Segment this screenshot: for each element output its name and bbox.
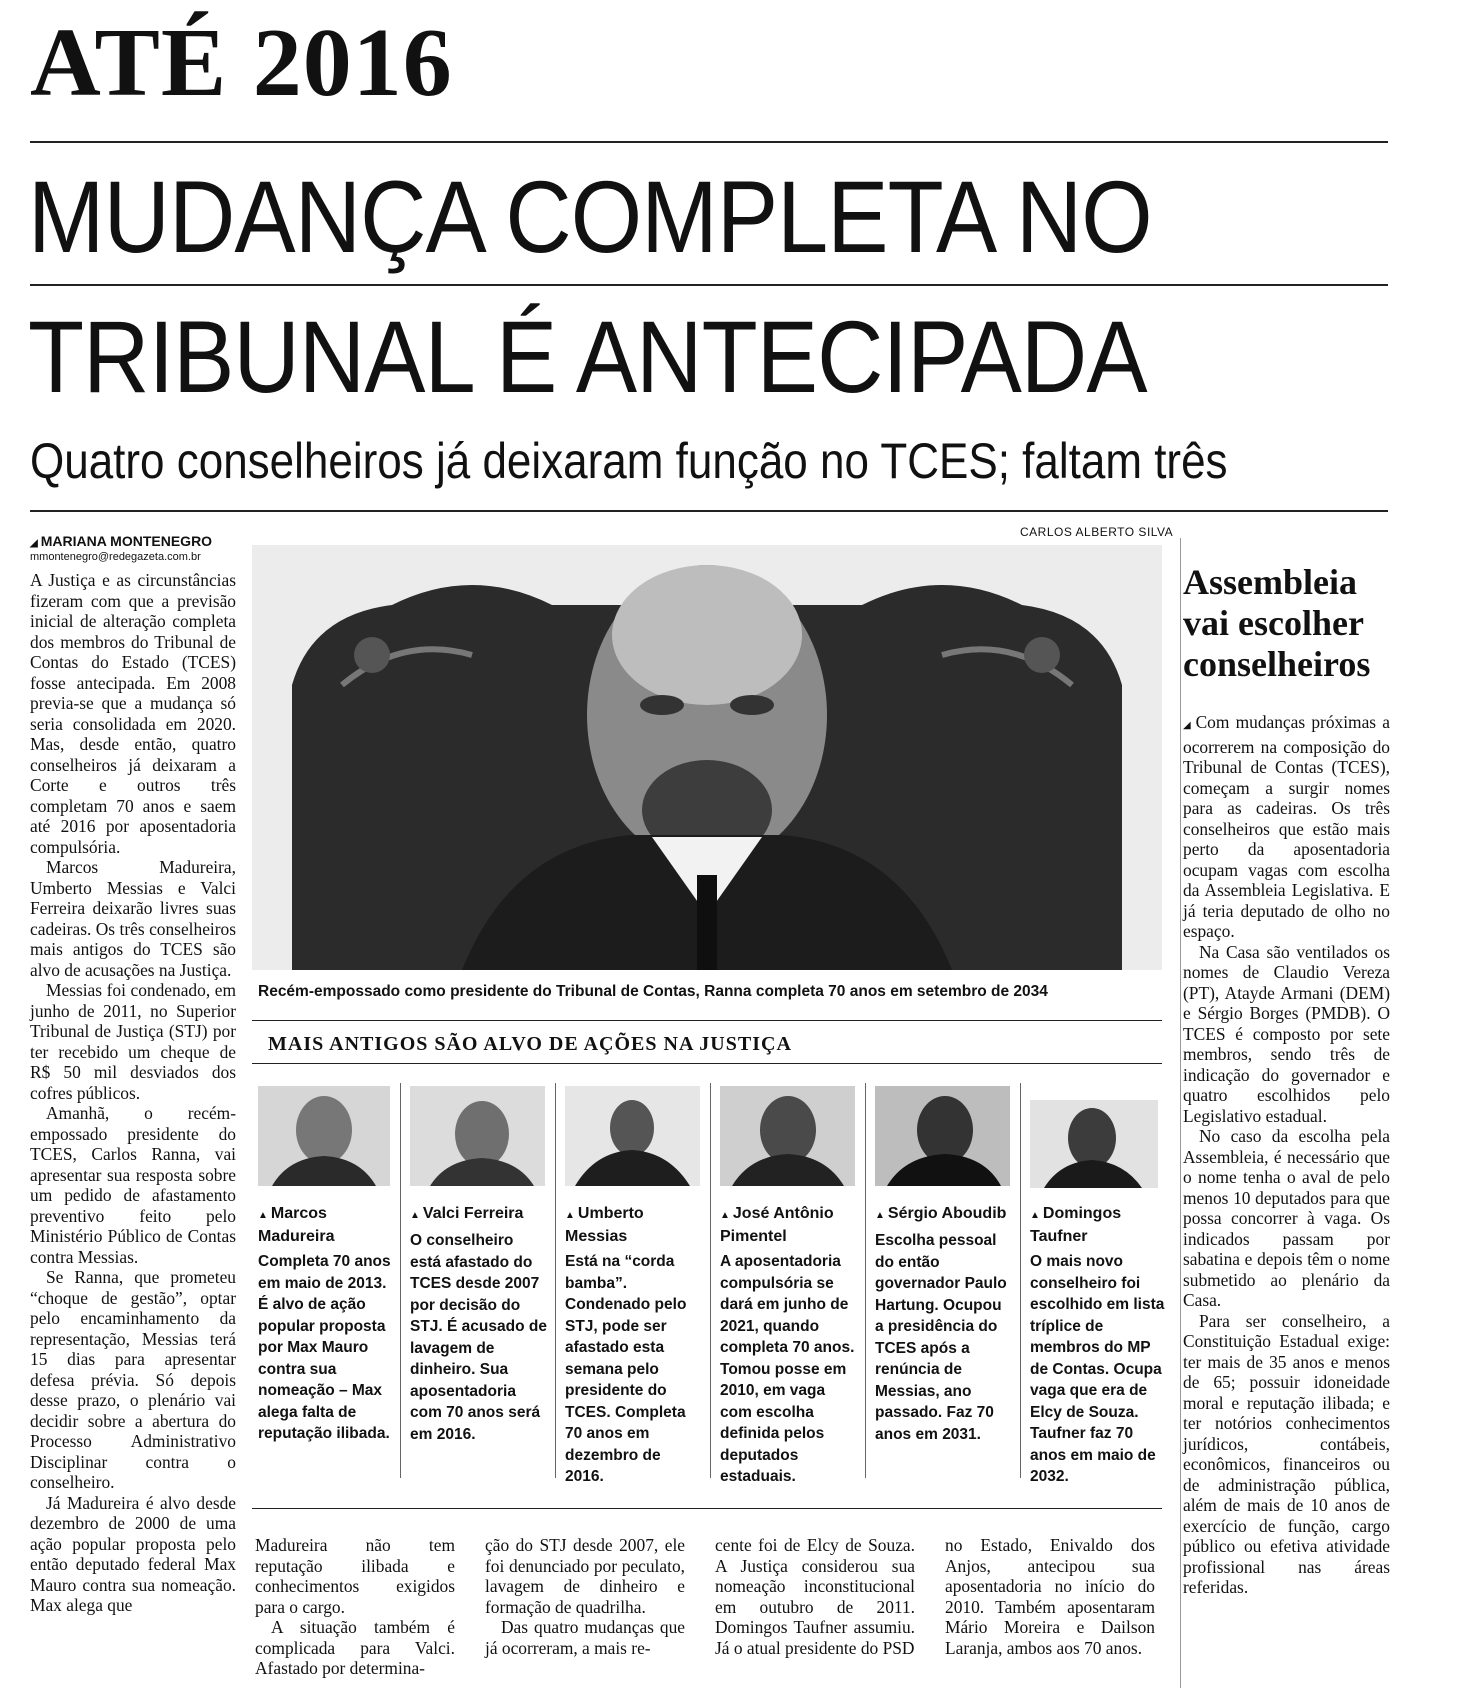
column-divider bbox=[400, 1083, 401, 1478]
column-divider bbox=[710, 1083, 711, 1478]
sidebar-column bbox=[1183, 712, 1390, 1598]
profile-name: ▲ José Antônio Pimentel bbox=[720, 1205, 834, 1245]
profile-text: A aposentadoria compulsória se dará em junho de 2021, quando completa 70 anos. Tomou posse em 2010, em vaga com escolha definida pelos deputados estaduais. bbox=[720, 1253, 855, 1485]
kicker: ATÉ 2016 bbox=[30, 9, 453, 117]
continuation-column-2 bbox=[485, 1535, 685, 1658]
divider bbox=[30, 510, 1388, 512]
article-paragraph: cente foi de Elcy de Souza. A Justiça considerou sua nomeação inconstitucional em outubro de 2011. Domingos Taufner assumiu. Já o atual presidente do PSD bbox=[715, 1535, 915, 1658]
main-photo bbox=[252, 545, 1162, 970]
continuation-column-1 bbox=[255, 1535, 455, 1679]
profile-text: Escolha pessoal do então governador Paulo Hartung. Ocupou a presidência do TCES após a renúncia de Messias, ano passado. Faz 70 anos em 2031. bbox=[875, 1232, 1007, 1443]
profile-name: ▲ Domingos Taufner bbox=[1030, 1205, 1122, 1245]
profile-marcos-madureira bbox=[258, 1203, 394, 1445]
deck: Quatro conselheiros já deixaram função no TCES; faltam três bbox=[30, 433, 1228, 489]
divider bbox=[30, 284, 1388, 286]
profile-valci-ferreira bbox=[410, 1203, 548, 1445]
profile-photo bbox=[875, 1086, 1010, 1186]
box-title: MAIS ANTIGOS SÃO ALVO DE AÇÕES NA JUSTIÇA bbox=[268, 1033, 792, 1055]
portrait-illustration bbox=[252, 545, 1162, 970]
divider bbox=[30, 141, 1388, 143]
profile-photo bbox=[1030, 1100, 1158, 1188]
profile-umberto-messias bbox=[565, 1203, 703, 1488]
byline-email: mmontenegro@redegazeta.com.br bbox=[30, 551, 201, 563]
sidebar-paragraph: Na Casa são ventilados os nomes de Claudio Vereza (PT), Atayde Armani (DEM) e Sérgio Borges (PMDB). O TCES é composto por sete membros, sendo três de indicação do governador e quatro escolhidos pelo Legislativo estadual. bbox=[1183, 941, 1390, 1126]
profile-name: ▲ Umberto Messias bbox=[565, 1205, 644, 1245]
article-paragraph: Madureira não tem reputação ilibada e conhecimentos exigidos para o cargo. bbox=[255, 1535, 455, 1617]
triangle-icon: ▲ bbox=[410, 1210, 420, 1221]
article-paragraph: A Justiça e as circunstâncias fizeram com que a previsão inicial de alteração completa dos membros do Tribunal de Contas do Estado (TCES) fosse antecipada. Em 2008 previa-se que a mudança só seria consolidada em 2020. Mas, desde então, quatro conselheiros já deixaram a Corte e outros três completam 70 anos e saem até 2016 por aposentadoria compulsória. bbox=[30, 570, 236, 857]
sidebar-paragraph: ◢ Com mudanças próximas a ocorrerem na composição do Tribunal de Contas (TCES), começam a surgir nomes para as cadeiras. Os três conselheiros que estão mais perto da aposentadoria ocupam vagas com escolha da Assembleia Legislativa. E já teria deputado de olho no espaço. bbox=[1183, 712, 1390, 941]
column-divider bbox=[865, 1083, 866, 1478]
photo-credit: CARLOS ALBERTO SILVA bbox=[1020, 525, 1174, 539]
profile-photo bbox=[258, 1086, 390, 1186]
profile-name: ▲ Valci Ferreira bbox=[410, 1205, 524, 1222]
byline-author: ◢ MARIANA MONTENEGRO bbox=[30, 533, 213, 549]
profile-sergio-aboudib bbox=[875, 1203, 1013, 1445]
article-paragraph: no Estado, Enivaldo dos Anjos, antecipou sua aposentadoria no início do 2010. Também aposentaram Mário Moreira e Dailson Laranja, ambos aos 70 anos. bbox=[945, 1535, 1155, 1658]
headline-line-2: TRIBUNAL É ANTECIPADA bbox=[28, 300, 1147, 414]
triangle-icon: ▲ bbox=[720, 1210, 730, 1221]
article-paragraph: Se Ranna, que prometeu “choque de gestão”, optar pelo encaminhamento da representação, Messias terá 15 dias para apresentar defesa prévia. Só depois desse prazo, o plenário vai decidir sobre a abertura do Processo Administrativo Disciplinar contra o conselheiro. bbox=[30, 1267, 236, 1492]
profile-photo bbox=[410, 1086, 545, 1186]
photo-caption: Recém-empossado como presidente do Tribunal de Contas, Ranna completa 70 anos em setembro de 2034 bbox=[258, 983, 1048, 1000]
profile-photo bbox=[565, 1086, 700, 1186]
article-paragraph: Das quatro mudanças que já ocorreram, a mais re- bbox=[485, 1617, 685, 1658]
article-paragraph: Já Madureira é alvo desde dezembro de 2000 de uma ação popular proposta pelo então deputado federal Max Mauro contra sua nomeação. Max alega que bbox=[30, 1492, 236, 1615]
profile-domingos-taufner bbox=[1030, 1203, 1165, 1488]
profile-name: ▲ Marcos Madureira bbox=[258, 1205, 335, 1245]
article-paragraph: ção do STJ desde 2007, ele foi denunciado por peculato, lavagem de dinheiro e formação de quadrilha. bbox=[485, 1535, 685, 1617]
profile-text: Completa 70 anos em maio de 2013. É alvo de ação popular proposta por Max Mauro contra sua nomeação – Max alega falta de reputação ilibada. bbox=[258, 1253, 391, 1442]
triangle-icon: ▲ bbox=[875, 1210, 885, 1221]
sidebar-paragraph: No caso da escolha pela Assembleia, é necessário que o nome tenha o aval de pelo menos 10 deputados para que possa concorrer à vaga. Os indicados passam por sabatina e depois têm o nome submetido ao plenário da Casa. bbox=[1183, 1126, 1390, 1310]
article-column bbox=[30, 570, 236, 1616]
column-divider bbox=[1020, 1083, 1021, 1478]
triangle-icon: ▲ bbox=[258, 1210, 268, 1221]
article-paragraph: Marcos Madureira, Umberto Messias e Valci Ferreira deixarão livres suas cadeiras. Os três conselheiros mais antigos do TCES são alvo de acusações na Justiça. bbox=[30, 857, 236, 980]
profile-jose-antonio-pimentel bbox=[720, 1203, 858, 1488]
profile-name: ▲ Sérgio Aboudib bbox=[875, 1205, 1007, 1222]
triangle-icon: ▲ bbox=[1030, 1210, 1040, 1221]
divider bbox=[252, 1020, 1162, 1021]
column-divider bbox=[555, 1083, 556, 1478]
triangle-icon: ◢ bbox=[1183, 720, 1193, 731]
article-paragraph: A situação também é complicada para Valci. Afastado por determina- bbox=[255, 1617, 455, 1678]
triangle-icon: ◢ bbox=[30, 538, 38, 549]
sidebar-divider bbox=[1180, 538, 1181, 1688]
profile-text: Está na “corda bamba”. Condenado pelo STJ, pode ser afastado esta semana pelo presidente do TCES. Completa 70 anos em dezembro de 2016. bbox=[565, 1253, 687, 1485]
triangle-icon: ▲ bbox=[565, 1210, 575, 1221]
continuation-column-4 bbox=[945, 1535, 1155, 1658]
headline-line-1: MUDANÇA COMPLETA NO bbox=[28, 160, 1152, 274]
divider bbox=[252, 1063, 1162, 1064]
profile-text: O mais novo conselheiro foi escolhido em lista tríplice de membros do MP de Contas. Ocupa vaga que era de Elcy de Souza. Taufner faz 70 anos em maio de 2032. bbox=[1030, 1253, 1165, 1485]
profile-photo bbox=[720, 1086, 855, 1186]
sidebar-title: Assembleia vai escolher conselheiros bbox=[1183, 562, 1371, 684]
continuation-column-3 bbox=[715, 1535, 915, 1658]
divider bbox=[252, 1508, 1162, 1509]
article-paragraph: Messias foi condenado, em junho de 2011, no Superior Tribunal de Justiça (STJ) por ter recebido um cheque de R$ 50 mil desviados dos cofres públicos. bbox=[30, 980, 236, 1103]
profile-text: O conselheiro está afastado do TCES desde 2007 por decisão do STJ. É acusado de lavagem de dinheiro. Sua aposentadoria com 70 anos será em 2016. bbox=[410, 1232, 547, 1443]
article-paragraph: Amanhã, o recém-empossado presidente do TCES, Carlos Ranna, vai apresentar sua resposta sobre um pedido de afastamento preventivo feito pelo Ministério Público de Contas contra Messias. bbox=[30, 1103, 236, 1267]
sidebar-paragraph: Para ser conselheiro, a Constituição Estadual exige: ter mais de 35 anos e menos de 65; possuir idoneidade moral e reputação ilibada; e ter notórios conhecimentos jurídicos, contábeis, econômicos, financeiros ou de administração pública, além de mais de 10 anos de exercício de função, cargo público ou efetiva atividade profissional nas áreas referidas. bbox=[1183, 1310, 1390, 1597]
